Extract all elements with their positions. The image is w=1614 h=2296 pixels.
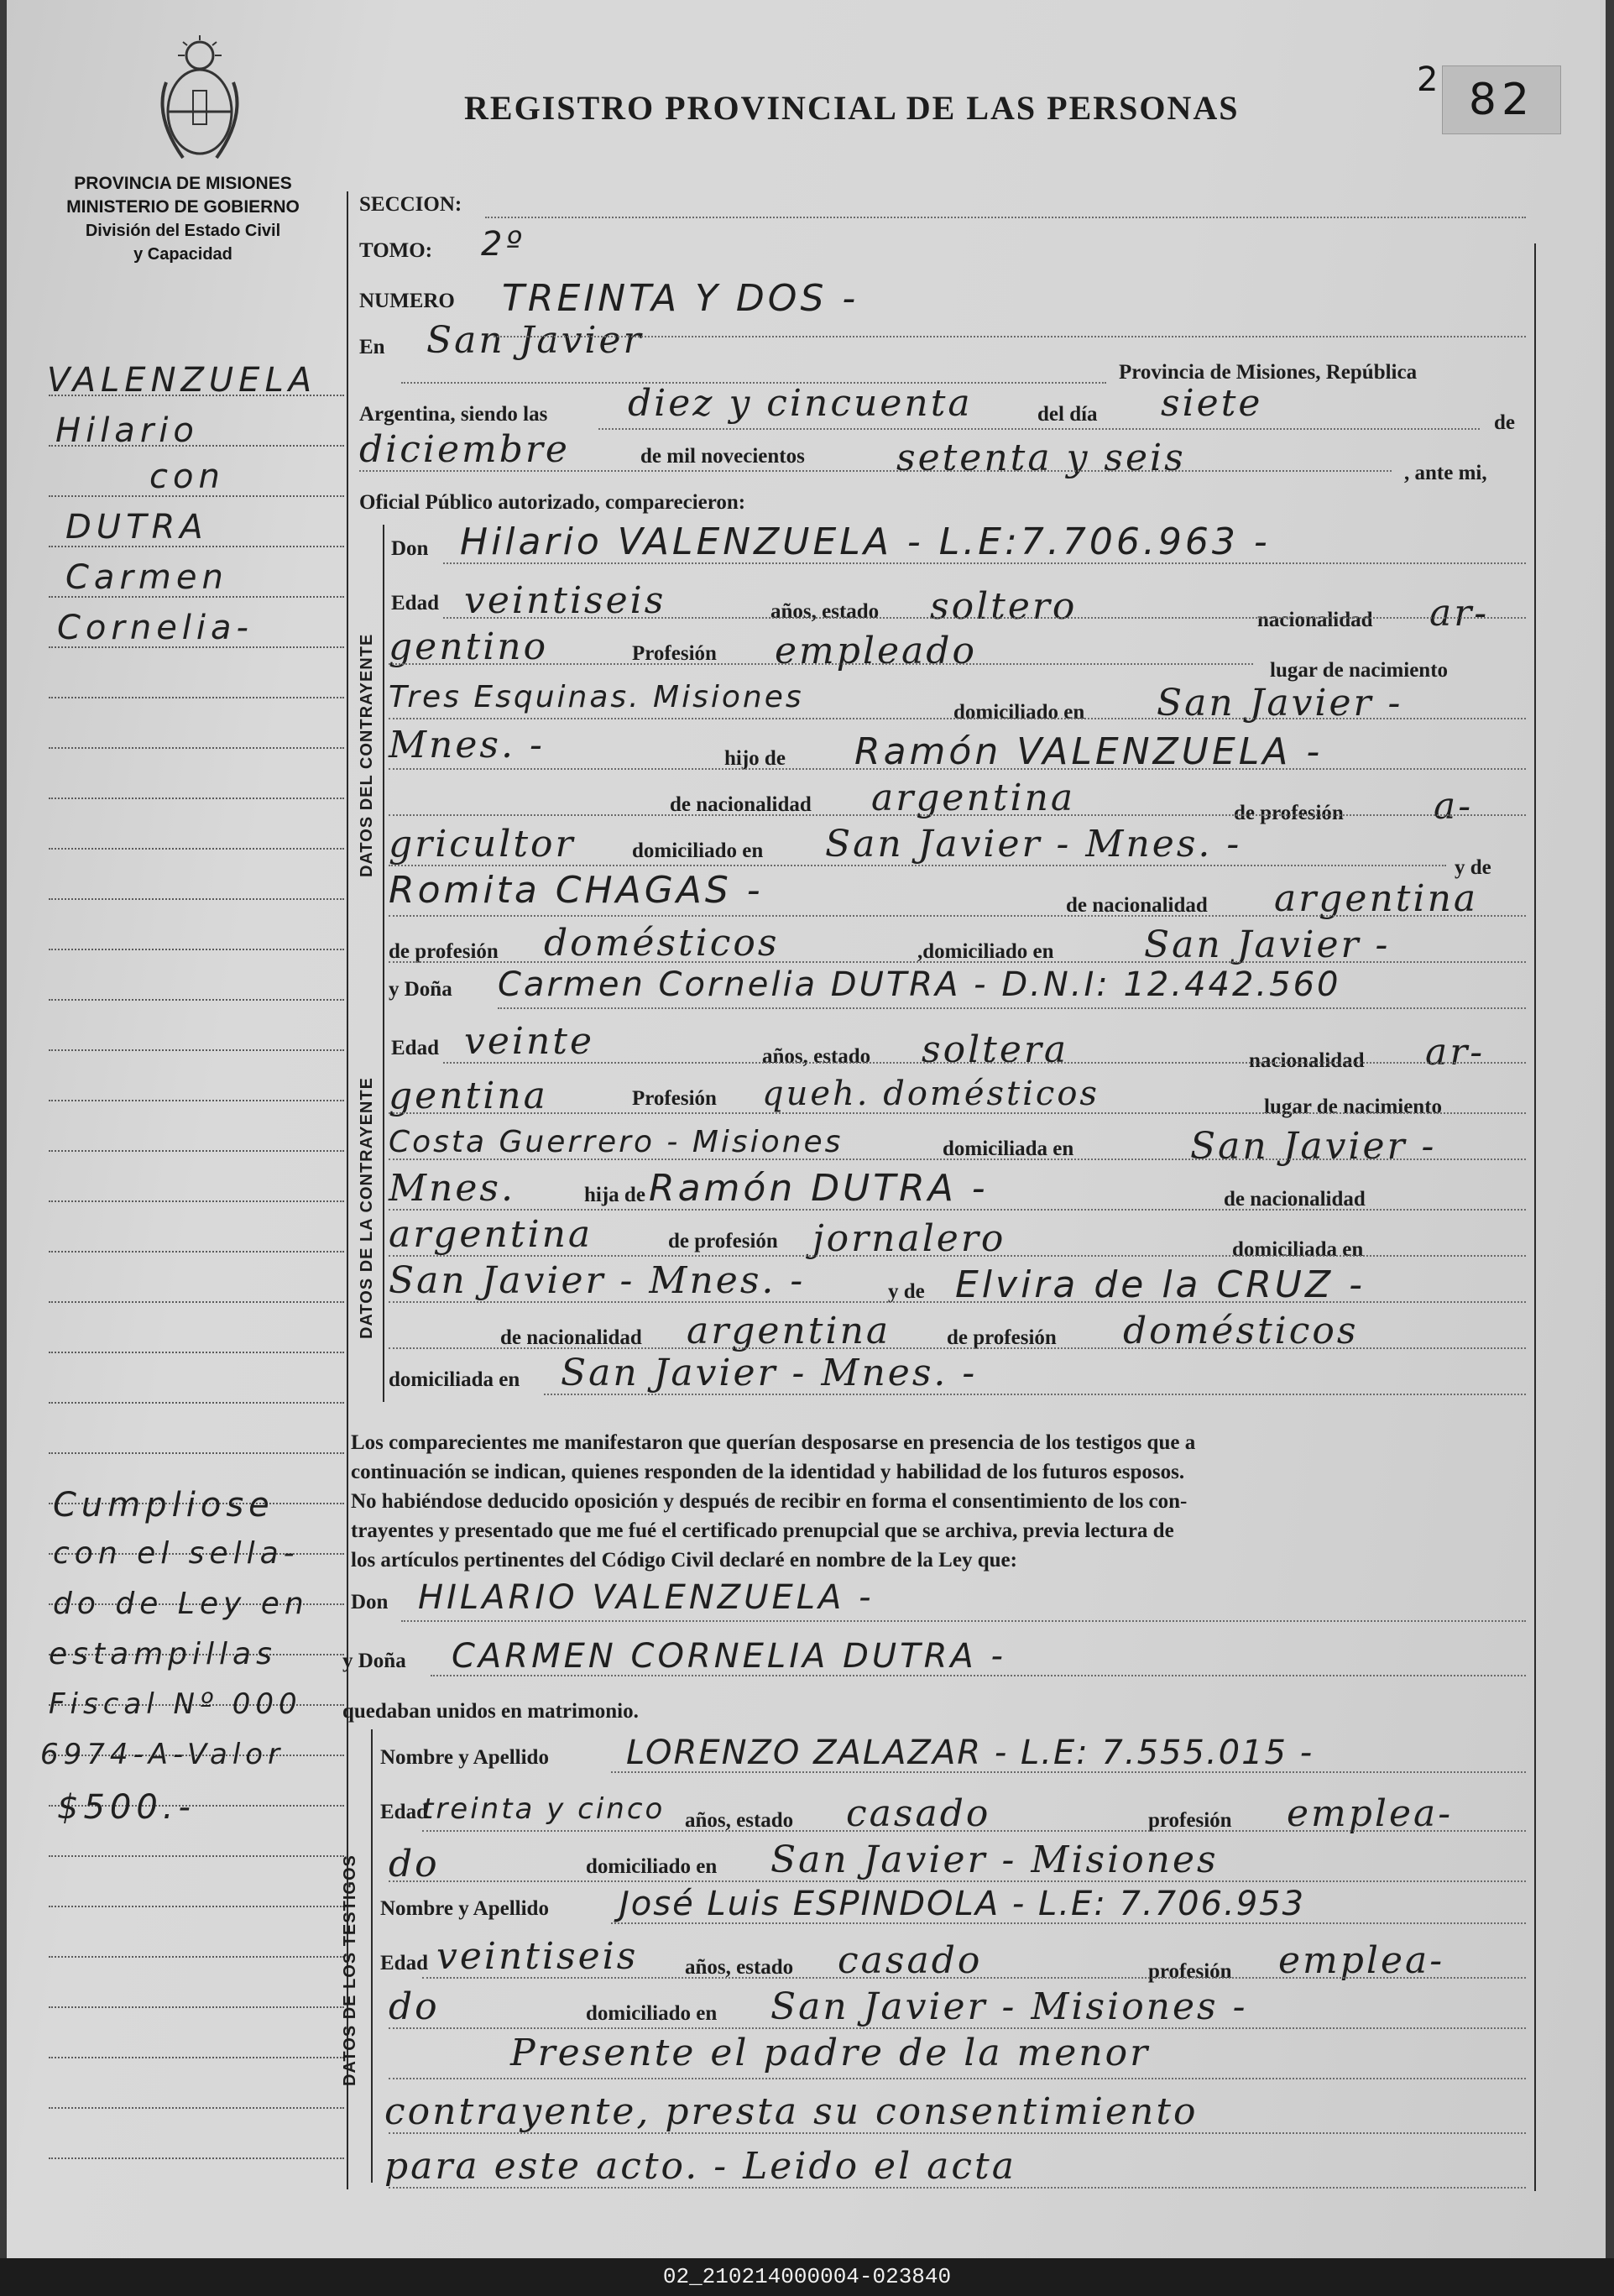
contrayente-padre: Ramón VALENZUELA - (854, 730, 1324, 773)
margin-rule-line (49, 999, 344, 1001)
right-border (1534, 243, 1536, 2191)
t2-nombre: José Luis ESPINDOLA - L.E: 7.706.953 (619, 1885, 1306, 1923)
dia-value: siete (1161, 382, 1263, 425)
contrayente-padre-nac: argentina (871, 777, 1076, 819)
contrayenta-profesion-label: Profesión (632, 1087, 717, 1110)
declaration-don-label: Don (351, 1591, 389, 1613)
contrayente-padre-dom-label: domiciliado en (632, 839, 764, 862)
contrayente-madre-nac: argentina (1274, 877, 1479, 920)
file-id-footer: 02_210214000004-023840 (0, 2258, 1614, 2296)
t1-edad: treinta y cinco (422, 1792, 666, 1826)
contrayente-padre-prof-b: gricultor (389, 823, 576, 866)
t1-domiciliado-label: domiciliado en (586, 1855, 718, 1878)
contrayente-padre-dom: San Javier - Mnes. - (825, 823, 1242, 866)
margin-rule-line (49, 2157, 344, 2159)
t2-nombre-label: Nombre y Apellido (380, 1897, 549, 1920)
t1-profesion-label: profesión (1148, 1809, 1232, 1832)
contrayente-edad-label: Edad (391, 592, 439, 615)
del-dia-label: del día (1037, 403, 1098, 426)
contrayente-nacionalidad-b: gentino (389, 625, 549, 668)
margin-rule-line (49, 2057, 344, 2058)
contrayenta-edad-label: Edad (391, 1037, 439, 1059)
declaration-line-4: trayentes y presentado que me fué el certificado prenupcial que se archiva, previa lectura de (351, 1519, 1174, 1542)
contrayente-lugar-label: lugar de nacimiento (1270, 659, 1449, 682)
declaration-don-value: HILARIO VALENZUELA - (418, 1578, 875, 1617)
contrayente-nacionalidad-a: ar- (1429, 592, 1490, 635)
margin-rule-line (49, 1251, 344, 1253)
mes-value: diciembre (359, 428, 570, 471)
contrayente-hijo-label: hijo de (724, 747, 786, 770)
margin-rule-line (49, 848, 344, 850)
contrayenta-padre-dom-label: domiciliada en (1232, 1238, 1364, 1261)
contrayente-domicilio-b: Mnes. - (389, 724, 545, 766)
authority-capacity: y Capacidad (133, 245, 232, 264)
margin-rule-line (49, 1402, 344, 1404)
mil-label: de mil novecientos (640, 445, 805, 468)
declaration-line-5: los artículos pertinentes del Código Civil declaré en nombre de la Ley que: (351, 1549, 1017, 1572)
declaration-line-1: Los comparecientes me manifestaron que querían desposarse en presencia de los testigos que a (351, 1431, 1196, 1454)
contrayenta-hija-label: hija de (584, 1184, 645, 1206)
contrayente-madre: Romita CHAGAS - (389, 869, 764, 912)
argentina-text: Argentina, siendo las (359, 403, 548, 426)
contrayenta-dona-label: y Doña (389, 978, 452, 1001)
margin-rule-line (49, 1352, 344, 1353)
contrayente-domiciliado-label: domiciliado en (953, 701, 1085, 724)
contrayenta-nacionalidad-label: nacionalidad (1249, 1049, 1365, 1072)
margin-name-6: Cornelia- (57, 609, 253, 647)
t2-edad: veintiseis (436, 1935, 639, 1978)
de-label: de (1494, 411, 1515, 434)
margin-name-3: con (149, 458, 225, 496)
contrayenta-domicilio-a: San Javier - (1190, 1125, 1437, 1168)
contrayenta-madre-dom-label: domiciliada en (389, 1368, 520, 1391)
margin-name-2: Hilario (55, 411, 199, 450)
contrayenta-profesion: queh. domésticos (762, 1075, 1100, 1113)
contrayenta-edad: veinte (464, 1020, 595, 1063)
authority-ministry: MINISTERIO DE GOBIERNO (66, 197, 300, 217)
oficial-text: Oficial Público autorizado, comparecieron: (359, 491, 746, 514)
contrayente-profesion-label: Profesión (632, 642, 717, 665)
margin-rule-line (49, 1049, 344, 1051)
t2-profesion-label: profesión (1148, 1960, 1232, 1983)
margin-rule-line (49, 949, 344, 950)
contrayente-estado: soltero (930, 585, 1078, 628)
contrayenta-domiciliada-label: domiciliada en (943, 1138, 1074, 1160)
t1-edad-label: Edad (380, 1801, 428, 1823)
contrayenta-lugar: Costa Guerrero - Misiones (389, 1125, 844, 1159)
contrayenta-nacionalidad-b: gentina (389, 1075, 548, 1117)
authority-province: PROVINCIA DE MISIONES (74, 174, 292, 193)
t2-dom: San Javier - Misiones - (770, 1985, 1248, 2028)
contrayenta-padre-nac: argentina (389, 1213, 593, 1256)
margin-rule-line (49, 1855, 344, 1857)
contrayenta-madre-dom: San Javier - Mnes. - (561, 1352, 978, 1394)
t1-prof-a: emplea- (1287, 1792, 1454, 1835)
margin-rule-line (49, 1452, 344, 1454)
margin-rule-line (49, 1150, 344, 1152)
t2-edad-label: Edad (380, 1952, 428, 1974)
declaration-line-2: continuación se indican, quienes responden de la identidad y habilidad de los futuros esposos. (351, 1461, 1185, 1483)
contrayente-nac-label: de nacionalidad (670, 793, 812, 816)
tomo-value: 2º (481, 225, 525, 264)
t1-dom: San Javier - Misiones (770, 1838, 1219, 1881)
margin-rule-line (49, 1956, 344, 1958)
declaration-dona-value: CARMEN CORNELIA DUTRA - (452, 1637, 1006, 1676)
en-value: San Javier (426, 319, 644, 362)
record-page (7, 0, 1606, 2258)
contrayenta-name: Carmen Cornelia DUTRA - D.N.I: 12.442.560 (498, 965, 1341, 1004)
contrayenta-estado: soltera (922, 1028, 1069, 1071)
coat-of-arms-emblem (149, 32, 250, 166)
contrayenta-madre-prof: domésticos (1123, 1310, 1359, 1352)
margin-stamp-4: estampillas (49, 1637, 277, 1671)
contrayente-y-de-label: y de (1455, 856, 1491, 879)
contrayenta-padre: Ramón DUTRA - (649, 1167, 989, 1210)
t1-nombre: LORENZO ZALAZAR - L.E: 7.555.015 - (626, 1734, 1314, 1772)
contrayenta-section-label: DATOS DE LA CONTRAYENTE (358, 1077, 376, 1339)
contrayenta-padre-dom: San Javier - Mnes. - (389, 1259, 806, 1302)
margin-stamp-5: Fiscal Nº 000 (49, 1687, 302, 1721)
contrayenta-nac-label: de nacionalidad (1224, 1188, 1366, 1211)
contrayenta-estado-label: años, estado (762, 1045, 871, 1068)
provincia-text: Provincia de Misiones, República (1119, 361, 1418, 384)
margin-name-4: DUTRA (65, 508, 208, 547)
contrayente-section-label: DATOS DEL CONTRAYENTE (358, 633, 376, 877)
margin-stamp-1: Cumpliose (53, 1486, 274, 1525)
testigos-section-label: DATOS DE LOS TESTIGOS (341, 1854, 359, 2086)
contrayenta-nacionalidad-a: ar- (1425, 1031, 1486, 1074)
margin-name-5: Carmen (65, 558, 228, 597)
en-label: En (359, 336, 385, 358)
contrayenta-lugar-label: lugar de nacimiento (1264, 1096, 1443, 1118)
t2-estado-label: años, estado (685, 1956, 794, 1979)
anio-value: setenta y seis (896, 437, 1186, 479)
t1-nombre-label: Nombre y Apellido (380, 1746, 549, 1769)
contrayenta-madre-nac: argentina (687, 1310, 891, 1352)
margin-rule-line (49, 1100, 344, 1101)
contrayente-name: Hilario VALENZUELA - L.E:7.706.963 - (460, 520, 1271, 563)
margin-stamp-6: 6974-A-Valor (40, 1738, 285, 1771)
contrayente-madre-prof: domésticos (544, 922, 780, 965)
margin-rule-line (49, 1200, 344, 1202)
margin-rule-line (49, 898, 344, 900)
margin-rule-line (49, 2107, 344, 2109)
ante-mi: , ante mi, (1404, 462, 1487, 484)
contrayente-madre-prof-label: de profesión (389, 940, 499, 963)
contrayenta-prof-label: de profesión (668, 1230, 778, 1253)
contrayente-lugar: Tres Esquinas. Misiones (389, 680, 804, 714)
page-number: 82 (1468, 75, 1535, 125)
margin-stamp-2: con el sella- (53, 1536, 300, 1571)
margin-rule-line (49, 1906, 344, 1907)
margin-stamp-3: do de Ley en (53, 1587, 309, 1621)
seccion-label: SECCION: (359, 193, 462, 216)
margin-rule-line (49, 747, 344, 749)
page-number-stamp (1442, 65, 1561, 134)
hora-value: diez y cincuenta (628, 382, 973, 425)
contrayente-madre-dom-label: ,domiciliado en (917, 940, 1054, 963)
margin-stamp-7: $500.- (57, 1788, 196, 1827)
contrayenta-padre-prof: jornalero (812, 1217, 1006, 1260)
contrayenta-madre-prof-label: de profesión (947, 1326, 1057, 1349)
contrayente-madre-nac-label: de nacionalidad (1066, 894, 1208, 917)
tomo-label: TOMO: (359, 239, 433, 262)
t2-estado: casado (838, 1939, 983, 1982)
declaration-line-3: No habiéndose deducido oposición y después de recibir en forma el consentimiento de los con- (351, 1490, 1188, 1513)
margin-rule-line (49, 2006, 344, 2008)
t1-prof-b: do (389, 1843, 440, 1885)
margin-rule-line (49, 697, 344, 698)
declaration-unidos: quedaban unidos en matrimonio. (342, 1700, 639, 1723)
margin-rule-line (49, 798, 344, 799)
declaration-dona-label: y Doña (342, 1650, 406, 1672)
contrayenta-madre: Elvira de la CRUZ - (955, 1263, 1366, 1306)
page-title: REGISTRO PROVINCIAL DE LAS PERSONAS (464, 89, 1240, 127)
contrayente-prof-label: de profesión (1234, 802, 1344, 824)
note-line-1: Presente el padre de la menor (510, 2032, 1151, 2074)
contrayente-madre-dom: San Javier - (1144, 923, 1391, 966)
contrayente-profesion: empleado (775, 630, 977, 672)
t2-prof-a: emplea- (1278, 1939, 1445, 1982)
t2-prof-b: do (389, 1985, 440, 2028)
t1-estado-label: años, estado (685, 1809, 794, 1832)
margin-name-1: VALENZUELA (47, 361, 317, 400)
contrayente-don-label: Don (391, 537, 429, 560)
t2-domiciliado-label: domiciliado en (586, 2002, 718, 2025)
numero-value: TREINTA Y DOS - (502, 277, 859, 320)
numero-label: NUMERO (359, 290, 455, 312)
authority-division: División del Estado Civil (85, 222, 281, 240)
contrayente-estado-label: años, estado (770, 600, 880, 623)
note-line-3: para este acto. - Leido el acta (384, 2145, 1016, 2188)
contrayenta-y-de-label: y de (888, 1280, 925, 1303)
contrayente-domicilio-a: San Javier - (1157, 682, 1403, 724)
contrayente-edad: veintiseis (464, 579, 666, 622)
contrayente-nacionalidad-label: nacionalidad (1257, 609, 1373, 631)
margin-rule-line (49, 1301, 344, 1303)
contrayenta-domicilio-b: Mnes. (389, 1167, 515, 1210)
contrayenta-madre-nac-label: de nacionalidad (500, 1326, 642, 1349)
page-number-prefix: 2 (1417, 60, 1439, 99)
contrayente-padre-prof-a: a- (1434, 785, 1474, 828)
t1-estado: casado (846, 1792, 991, 1835)
note-line-2: contrayente, presta su consentimiento (384, 2090, 1199, 2133)
